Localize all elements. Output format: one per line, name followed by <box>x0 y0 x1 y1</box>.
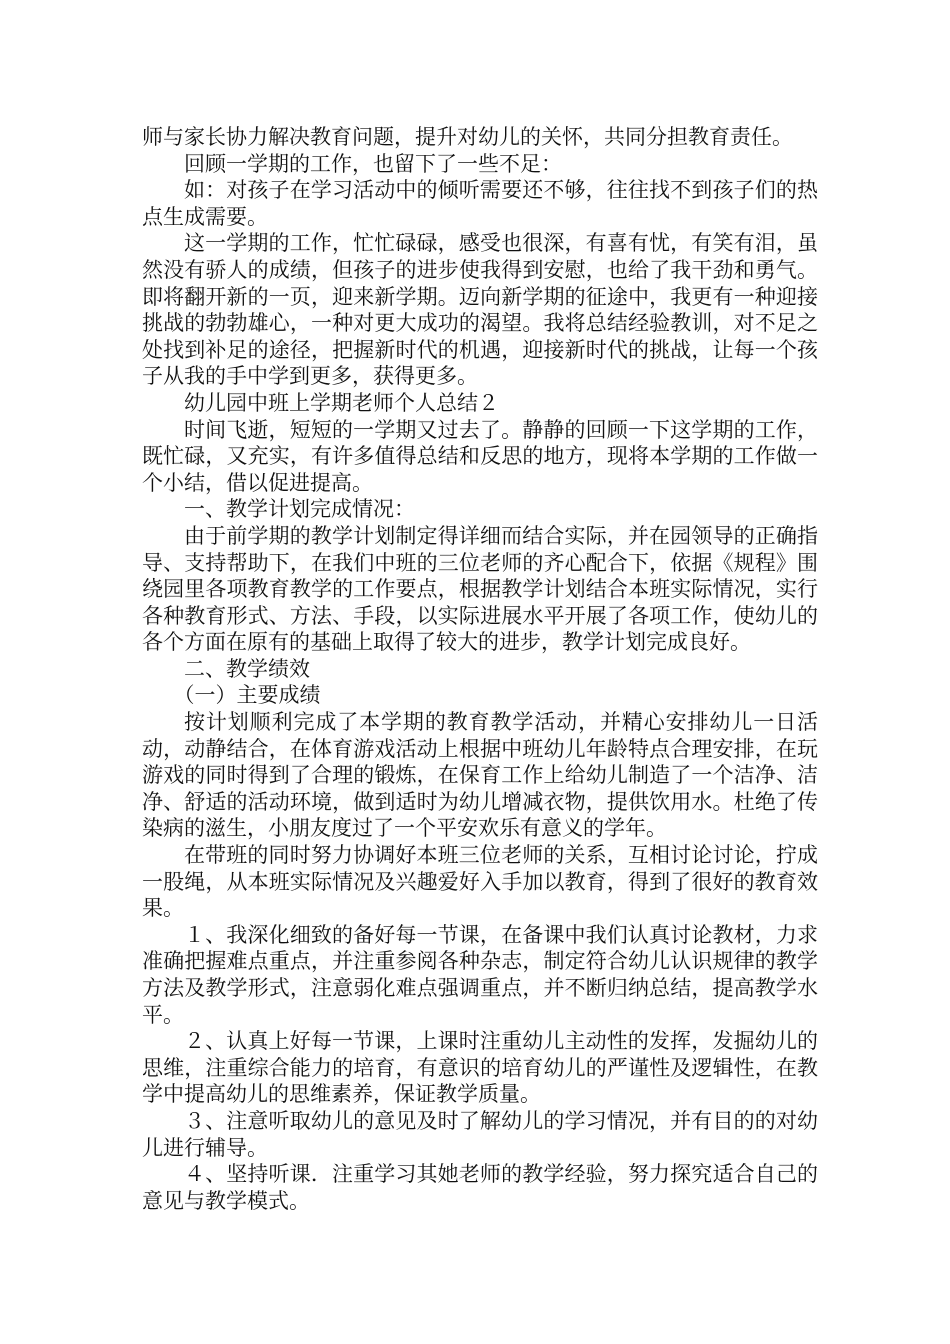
paragraph-teaching-plan: 由于前学期的教学计划制定得详细而结合实际，并在园领导的正确指导、支持帮助下，在我们中班的三位老师的齐心配合下，依据《规程》围绕园里各项教育教学的工作要点，根据教学计划结合本班实际情况，实行各种教育形式、方法、手段，以实际进展水平开展了各项工作，使幼儿的各个方面在原有的基础上取得了较大的进步，教学计划完成良好。 <box>142 523 818 655</box>
list-item-4: ４、坚持听课．注重学习其她老师的教学经验，努力探究适合自己的意见与教学模式。 <box>142 1162 818 1213</box>
paragraph-shortcomings-intro: 回顾一学期的工作，也留下了一些不足： <box>184 151 562 176</box>
list-item-1: １、我深化细致的备好每一节课，在备课中我们认真讨论教材，力求准确把握难点重点，并注重参阅各种杂志，制定符合幼儿认识规律的教学方法及教学形式，注意弱化难点强调重点，并不断归纳总结，提高教学水平。 <box>142 922 818 1027</box>
heading-teaching-performance: 二、教学绩效 <box>184 656 310 681</box>
heading-teaching-plan: 一、教学计划完成情况： <box>184 497 415 522</box>
paragraph-shortcomings-example: 如：对孩子在学习活动中的倾听需要还不够，往往找不到孩子们的热点生成需要。 <box>142 178 818 229</box>
paragraph-coordination: 在带班的同时努力协调好本班三位老师的关系，互相讨论讨论，拧成一股绳，从本班实际情况及兴趣爱好入手加以教育，得到了很好的教育效果。 <box>142 843 818 921</box>
paragraph-semester-reflection: 这一学期的工作，忙忙碌碌，感受也很深，有喜有忧，有笑有泪，虽然没有骄人的成绩，但孩子的进步使我得到安慰，也给了我干劲和勇气。即将翻开新的一页，迎来新学期。迈向新学期的征途中，我更有一种迎接挑战的勃勃雄心，一种对更大成功的渴望。我将总结经验教训，对不足之处找到补足的途径，把握新时代的机遇，迎接新时代的挑战，让每一个孩子从我的手中学到更多，获得更多。 <box>142 231 818 389</box>
paragraph-summary-intro: 时间飞逝，短短的一学期又过去了。静静的回顾一下这学期的工作，既忙碌，又充实，有许多值得总结和反思的地方，现将本学期的工作做一个小结，借以促进提高。 <box>142 417 818 495</box>
list-item-2: ２、认真上好每一节课，上课时注重幼儿主动性的发挥，发掘幼儿的思维，注重综合能力的培育，有意识的培育幼儿的严谨性及逻辑性，在教学中提高幼儿的思维素养，保证教学质量。 <box>142 1029 818 1107</box>
paragraph-continuation: 师与家长协力解决教育问题，提升对幼儿的关怀，共同分担教育责任。 <box>142 125 793 149</box>
document-body <box>142 124 818 1214</box>
list-item-3: ３、注意听取幼儿的意见及时了解幼儿的学习情况，并有目的的对幼儿进行辅导。 <box>142 1108 818 1160</box>
section-title-summary-2: 幼儿园中班上学期老师个人总结２ <box>184 390 499 415</box>
heading-main-achievements: （一）主要成绩 <box>173 683 321 708</box>
paragraph-achievements: 按计划顺利完成了本学期的教育教学活动，并精心安排幼儿一日活动，动静结合，在体育游戏活动上根据中班幼儿年龄特点合理安排，在玩游戏的同时得到了合理的锻炼，在保育工作上给幼儿制造了一个洁净、洁净、舒适的活动环境，做到适时为幼儿增减衣物，提供饮用水。杜绝了传染病的滋生，小朋友度过了一个平安欢乐有意义的学年。 <box>142 710 818 841</box>
